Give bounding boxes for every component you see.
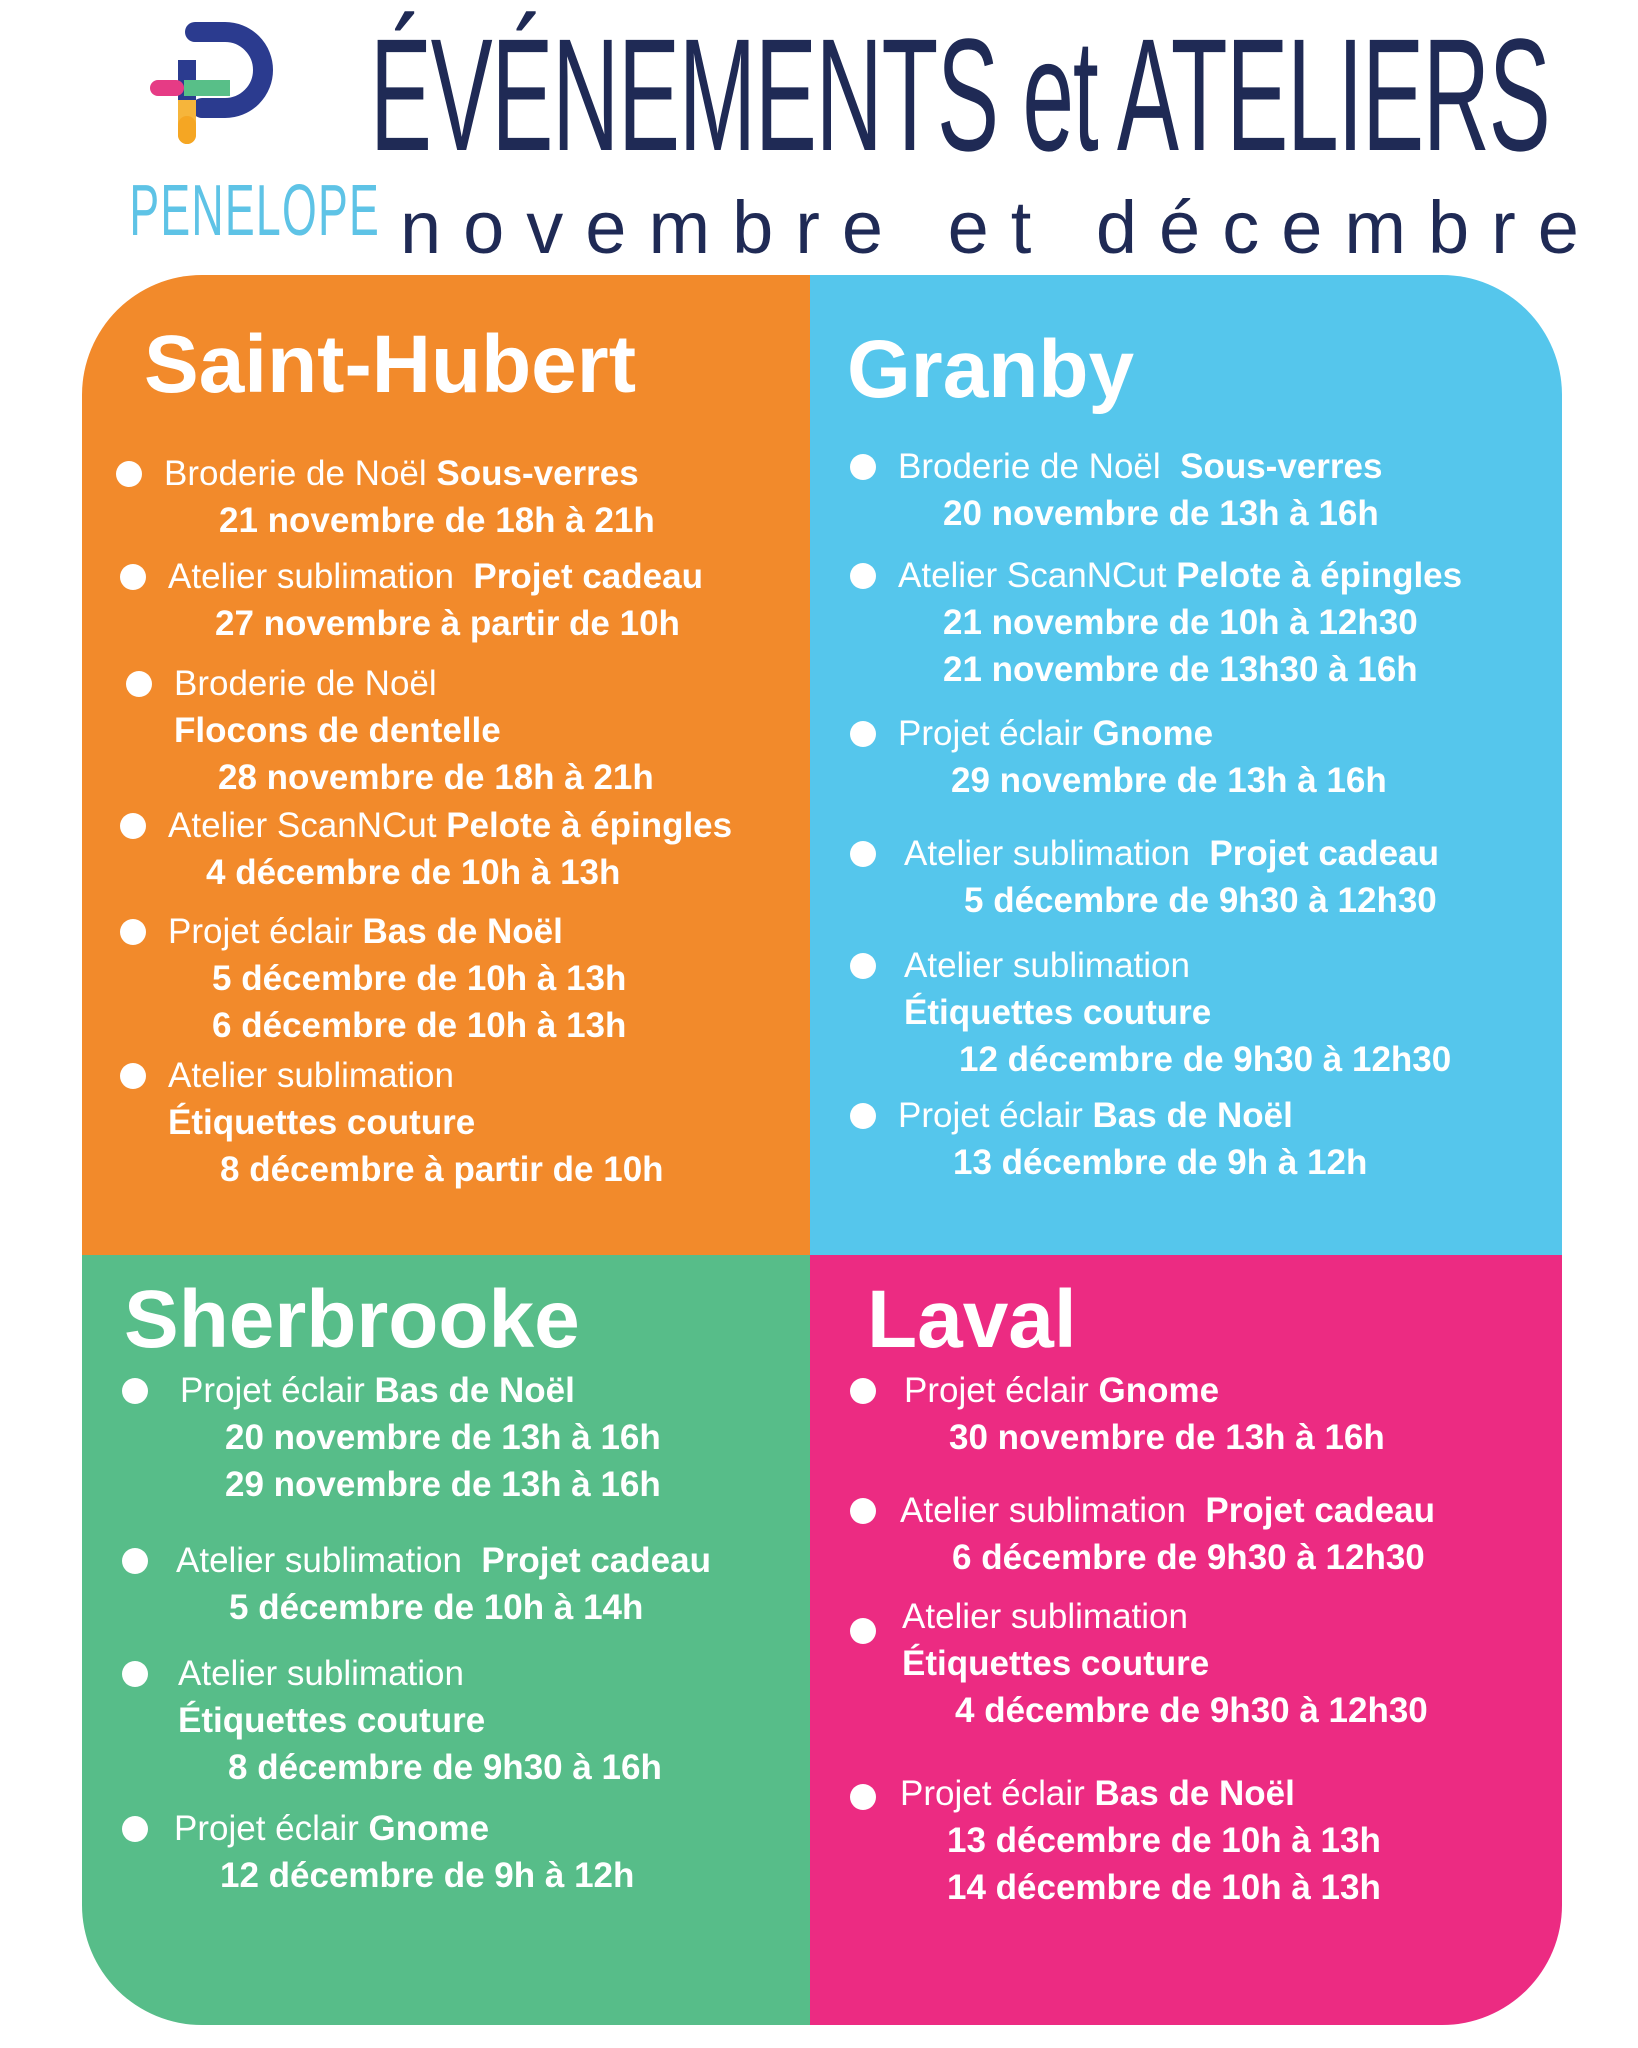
saint-hubert-panel [82,275,810,1255]
event-item [180,1367,661,1508]
event-item [898,710,1387,804]
event-type: Projet éclair [900,1774,1085,1813]
penelope-logo [80,20,380,260]
event-date: 21 novembre de 13h30 à 16h [943,650,1418,689]
bullet-icon [120,564,146,590]
event-type: Projet éclair [180,1371,365,1410]
page-title: ÉVÉNEMENTS et ATELIERS [370,5,1550,184]
event-item [164,450,655,544]
event-project: Pelote à épingles [1176,556,1463,595]
sherbrooke-panel [82,1255,810,2025]
bullet-icon [850,1618,876,1644]
event-date: 5 décembre de 10h à 13h [212,959,627,998]
event-project: Bas de Noël [374,1371,575,1410]
event-item [168,553,703,647]
event-item [904,1367,1385,1461]
event-type: Projet éclair [898,714,1083,753]
event-type: Projet éclair [168,912,353,951]
bullet-icon [850,563,876,589]
event-date: 8 décembre à partir de 10h [220,1150,664,1189]
bullet-icon [850,1378,876,1404]
bullet-icon [850,1103,876,1129]
event-project: Bas de Noël [362,912,563,951]
event-type: Atelier ScanNCut [168,806,437,845]
event-item [174,1805,634,1899]
event-item [176,1537,711,1631]
bullet-icon [116,461,142,487]
event-item [168,908,626,1049]
event-project: Bas de Noël [1094,1774,1295,1813]
event-project: Étiquettes couture [902,1644,1210,1683]
event-item [898,1092,1367,1186]
bullet-icon [850,721,876,747]
page-subtitle: novembre et décembre [400,186,1601,269]
event-project: Gnome [1092,714,1214,753]
event-type: Broderie de Noël [174,664,437,703]
granby-panel [810,275,1562,1255]
event-date: 28 novembre de 18h à 21h [218,758,654,797]
locations-grid [82,275,1562,2025]
event-project: Flocons de dentelle [174,711,501,750]
bullet-icon [850,1498,876,1524]
bullet-icon [122,1548,148,1574]
city-title: Granby [847,324,1135,415]
bullet-icon [850,1784,876,1810]
event-date: 13 décembre de 10h à 13h [947,1821,1381,1860]
event-date: 27 novembre à partir de 10h [215,604,680,643]
event-project: Bas de Noël [1092,1096,1293,1135]
bullet-icon [120,919,146,945]
event-project: Projet cadeau [481,1541,711,1580]
event-date: 29 novembre de 13h à 16h [951,761,1387,800]
penelope-p-icon [140,20,280,150]
event-date: 21 novembre de 10h à 12h30 [943,603,1418,642]
event-project: Projet cadeau [473,557,703,596]
bullet-icon [850,841,876,867]
event-project: Étiquettes couture [904,993,1212,1032]
event-date: 12 décembre de 9h30 à 12h30 [959,1040,1452,1079]
event-type: Atelier sublimation [178,1654,464,1693]
event-item [898,552,1462,693]
event-type: Atelier sublimation [904,834,1190,873]
event-date: 5 décembre de 10h à 14h [229,1588,644,1627]
event-project: Sous-verres [1180,447,1383,486]
event-date: 30 novembre de 13h à 16h [949,1418,1385,1457]
event-date: 29 novembre de 13h à 16h [225,1465,661,1504]
bullet-icon [120,1063,146,1089]
event-item [902,1593,1428,1734]
event-item [178,1650,662,1791]
event-item [898,443,1382,537]
event-date: 13 décembre de 9h à 12h [953,1143,1368,1182]
event-item [168,802,732,896]
event-type: Atelier ScanNCut [898,556,1167,595]
event-project: Projet cadeau [1205,1491,1435,1530]
bullet-icon [122,1816,148,1842]
event-type: Projet éclair [898,1096,1083,1135]
event-item [904,942,1451,1083]
event-date: 5 décembre de 9h30 à 12h30 [964,881,1437,920]
event-date: 20 novembre de 13h à 16h [943,494,1379,533]
bullet-icon [126,671,152,697]
event-type: Atelier sublimation [168,557,454,596]
event-type: Projet éclair [174,1809,359,1848]
city-title: Sherbrooke [124,1274,580,1365]
event-date: 4 décembre de 10h à 13h [206,853,621,892]
event-type: Broderie de Noël [898,447,1161,486]
event-project: Gnome [1098,1371,1220,1410]
bullet-icon [850,953,876,979]
event-date: 8 décembre de 9h30 à 16h [228,1748,662,1787]
event-project: Gnome [368,1809,490,1848]
event-date: 6 décembre de 9h30 à 12h30 [952,1538,1425,1577]
event-date: 21 novembre de 18h à 21h [219,501,655,540]
event-date: 6 décembre de 10h à 13h [212,1006,627,1045]
event-date: 14 décembre de 10h à 13h [947,1868,1381,1907]
event-project: Étiquettes couture [168,1103,476,1142]
event-item [174,660,654,801]
event-project: Projet cadeau [1209,834,1439,873]
event-item [168,1052,664,1193]
bullet-icon [120,813,146,839]
event-item [900,1487,1435,1581]
event-date: 4 décembre de 9h30 à 12h30 [955,1691,1428,1730]
event-date: 12 décembre de 9h à 12h [220,1856,635,1895]
event-type: Projet éclair [904,1371,1089,1410]
laval-panel [810,1255,1562,2025]
event-item [904,830,1439,924]
event-item [900,1770,1381,1911]
event-type: Atelier sublimation [900,1491,1186,1530]
event-type: Atelier sublimation [176,1541,462,1580]
event-type: Atelier sublimation [902,1597,1188,1636]
bullet-icon [122,1378,148,1404]
event-project: Pelote à épingles [446,806,733,845]
bullet-icon [850,454,876,480]
event-project: Sous-verres [436,454,639,493]
event-type: Atelier sublimation [168,1056,454,1095]
logo-wordmark: PENELOPE [129,171,380,251]
event-project: Étiquettes couture [178,1701,486,1740]
event-date: 20 novembre de 13h à 16h [225,1418,661,1457]
city-title: Laval [867,1274,1077,1365]
event-type: Broderie de Noël [164,454,427,493]
bullet-icon [122,1661,148,1687]
city-title: Saint-Hubert [144,319,636,410]
event-type: Atelier sublimation [904,946,1190,985]
